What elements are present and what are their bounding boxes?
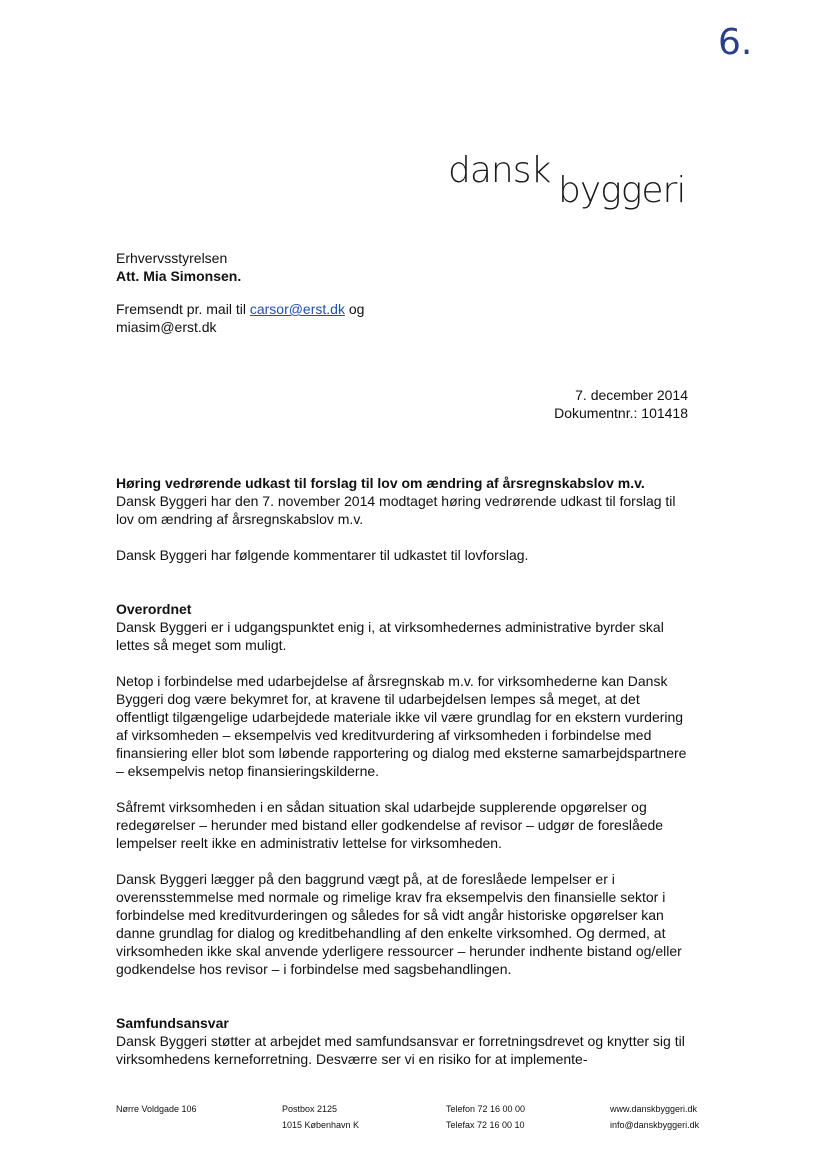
letter-body [116,474,690,1068]
logo-word-byggeri: byggeri [558,170,686,211]
section1-paragraph-1: Dansk Byggeri er i udgangspunktet enig i, at virksomhedernes administrative byrder skal lettes så meget som muligt. [116,619,664,653]
footer-phone: Telefon 72 16 00 00 [446,1104,526,1114]
footer-web[interactable]: www.danskbyggeri.dk [610,1104,698,1114]
email-link-carsor[interactable]: carsor@erst.dk [249,301,345,317]
sent-prefix: Fremsendt pr. mail til [116,301,250,317]
footer-email[interactable]: info@danskbyggeri.dk [610,1120,700,1130]
intro-paragraph: Dansk Byggeri har den 7. november 2014 modtaget høring vedrørende udkast til forslag til lov om ændring af årsregnskabslov m.v. [116,493,676,527]
handwritten-page-number: 6. [718,22,753,63]
section1-paragraph-4: Dansk Byggeri lægger på den baggrund vægt på, at de foreslåede lempelser er i overensstemmelse med normale og rimelige krav fra eksempelvis den finansielle sektor i forbindelse med kreditvurderingen og således for så vidt angår historiske opgørelser kan danne grundlag for dialog og kreditbehandling af den enkelte virksomhed. Og dermed, at virksomheden ikke skal anvende yderligere ressourcer – herunder indhente bistand og/eller godkendelse hos revisor – i forbindelse med sagsbehandlingen. [116,871,682,977]
footer-fax: Telefax 72 16 00 10 [446,1120,525,1130]
recipient-organisation: Erhvervsstyrelsen [116,250,228,266]
footer-postbox-col [282,1101,359,1133]
sent-line-2: miasim@erst.dk [116,319,217,335]
section1-paragraph-2: Netop i forbindelse med udarbejdelse af årsregnskab m.v. for virksomhederne kan Dansk Byggeri dog være bekymret for, at kravene til udarbejdelsen lempes så meget, at det offentligt tilgængelige udarbejdede materiale ikke vil være grundlag for en ekstern vurdering af virksomheden – eksempelvis ved kreditvurdering af virksomheden i forbindelse med finansiering eller blot som løbende rapportering og dialog med eksterne samarbejdspartnere – eksempelvis netop finansieringskilderne. [116,673,687,779]
sent-line-1 [116,300,364,318]
dansk-byggeri-logo [448,150,698,212]
footer-phone-col [446,1101,525,1133]
footer-postbox: Postbox 2125 [282,1104,338,1114]
logo-word-dansk: dansk [448,150,551,191]
footer-web-col [610,1101,699,1133]
section-title-overordnet: Overordnet [116,601,192,617]
letter-heading: Høring vedrørende udkast til forslag til lov om ændring af årsregnskabslov m.v. [116,475,645,491]
intro-paragraph-2: Dansk Byggeri har følgende kommentarer til udkastet til lovforslag. [116,547,529,563]
letter-date: 7. december 2014 [575,387,688,403]
document-number: Dokumentnr.: 101418 [554,405,688,421]
section2-paragraph-1: Dansk Byggeri støtter at arbejdet med samfundsansvar er forretningsdrevet og knytter sig til virksomhedens kerneforretning. Desværre ser vi en risiko for at implemente- [116,1033,685,1067]
footer-address-col [116,1101,197,1117]
recipient-block [116,249,241,285]
section-title-samfundsansvar: Samfundsansvar [116,1015,229,1031]
sent-by-mail-block [116,300,364,336]
footer-address: Nørre Voldgade 106 [116,1104,197,1114]
footer-city: 1015 København K [282,1120,360,1130]
sent-suffix: og [344,301,365,317]
recipient-attention: Att. Mia Simonsen. [116,268,242,284]
section1-paragraph-3: Såfremt virksomheden i en sådan situation skal udarbejde supplerende opgørelser og redegørelser – herunder med bistand eller godkendelse af revisor – udgør de foreslåede lempelser reelt ikke en administrativ lettelse for virksomheden. [116,799,664,851]
date-block [554,386,688,422]
